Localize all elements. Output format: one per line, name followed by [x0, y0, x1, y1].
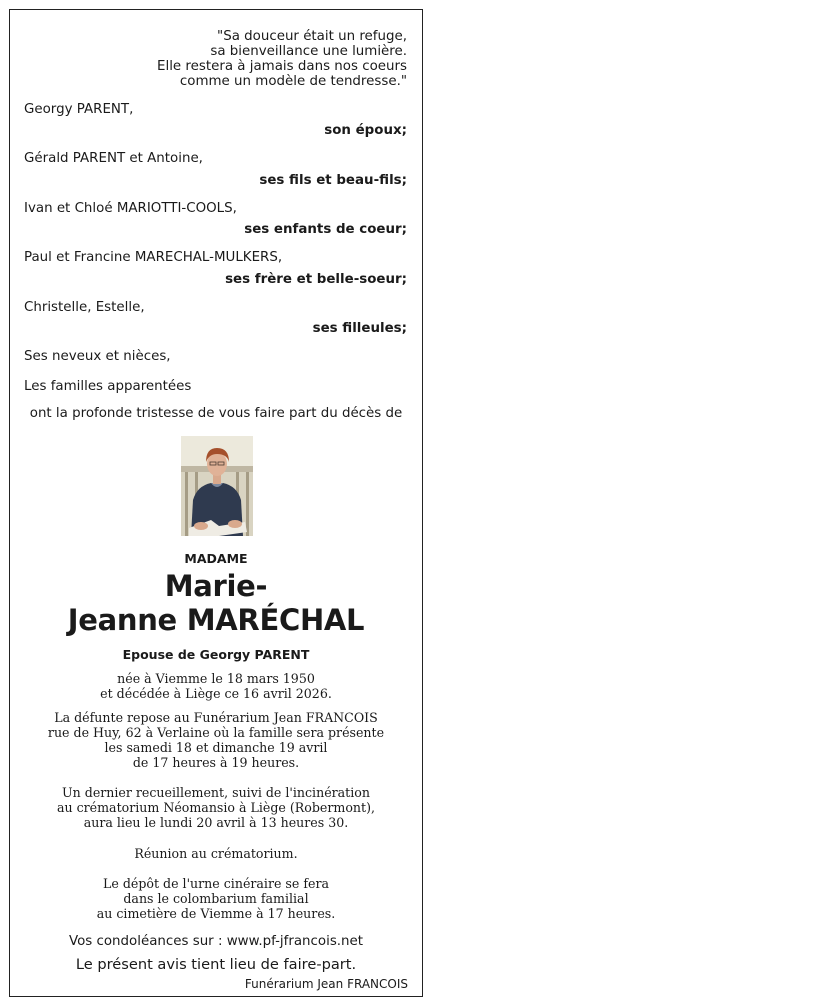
funeral-home-signature: Funérarium Jean FRANCOIS — [244, 977, 408, 991]
urn-line: au cimetière de Viemme à 17 heures. — [96, 906, 336, 921]
deceased-photo — [181, 436, 253, 536]
obituary-card — [9, 9, 423, 997]
family-relation: ses enfants de coeur; — [244, 222, 407, 237]
visitation-line: de 17 heures à 19 heures. — [132, 755, 300, 770]
opening-quote — [157, 29, 407, 89]
quote-line: "Sa douceur était un refuge, — [217, 29, 407, 44]
ceremony-line: Un dernier recueillement, suivi de l'incinération — [62, 785, 370, 800]
family-names: Georgy PARENT, — [24, 102, 134, 117]
family-relation: ses filleules; — [312, 321, 407, 336]
quote-line: sa bienveillance une lumière. — [210, 44, 407, 59]
birth-death-info — [10, 671, 422, 701]
family-names: Ivan et Chloé MARIOTTI-COOLS, — [24, 201, 237, 216]
birth-line: née à Viemme le 18 mars 1950 — [117, 671, 315, 686]
ceremony-line: au crématorium Néomansio à Liège (Robermont), — [56, 800, 376, 815]
deceased-name-line2: Jeanne MARÉCHAL — [67, 603, 365, 637]
family-relation: ses fils et beau-fils; — [259, 173, 407, 188]
nephews-nieces: Ses neveux et nièces, — [24, 349, 171, 364]
ceremony-info — [10, 785, 422, 830]
spouse-line: Epouse de Georgy PARENT — [122, 647, 310, 662]
related-families: Les familles apparentées — [24, 379, 192, 394]
notice-text: Le présent avis tient lieu de faire-part. — [75, 956, 357, 973]
family-names: Paul et Francine MARECHAL-MULKERS, — [24, 250, 283, 265]
death-line: et décédée à Liège ce 16 avril 2026. — [100, 686, 332, 701]
announcement: ont la profonde tristesse de vous faire part du décès de — [29, 406, 403, 421]
visitation-line: rue de Huy, 62 à Verlaine où la famille sera présente — [47, 725, 385, 740]
condolences-link[interactable]: Vos condoléances sur : www.pf-jfrancois.net — [68, 934, 364, 949]
family-relation: ses frère et belle-soeur; — [225, 272, 407, 287]
deceased-name-line1: Marie- — [164, 569, 268, 603]
family-names: Christelle, Estelle, — [24, 300, 145, 315]
quote-line: comme un modèle de tendresse." — [179, 74, 407, 89]
reunion-info: Réunion au crématorium. — [134, 846, 298, 861]
urn-line: dans le colombarium familial — [123, 891, 309, 906]
quote-line: Elle restera à jamais dans nos coeurs — [157, 59, 407, 74]
title: MADAME — [184, 551, 248, 566]
visitation-line: les samedi 18 et dimanche 19 avril — [104, 740, 328, 755]
ceremony-line: aura lieu le lundi 20 avril à 13 heures 30. — [83, 815, 349, 830]
visitation-info — [10, 710, 422, 770]
visitation-line: La défunte repose au Funérarium Jean FRANCOIS — [54, 710, 378, 725]
family-relation: son époux; — [324, 123, 407, 138]
urn-info — [10, 876, 422, 921]
family-names: Gérald PARENT et Antoine, — [24, 151, 203, 166]
urn-line: Le dépôt de l'urne cinéraire se fera — [103, 876, 329, 891]
